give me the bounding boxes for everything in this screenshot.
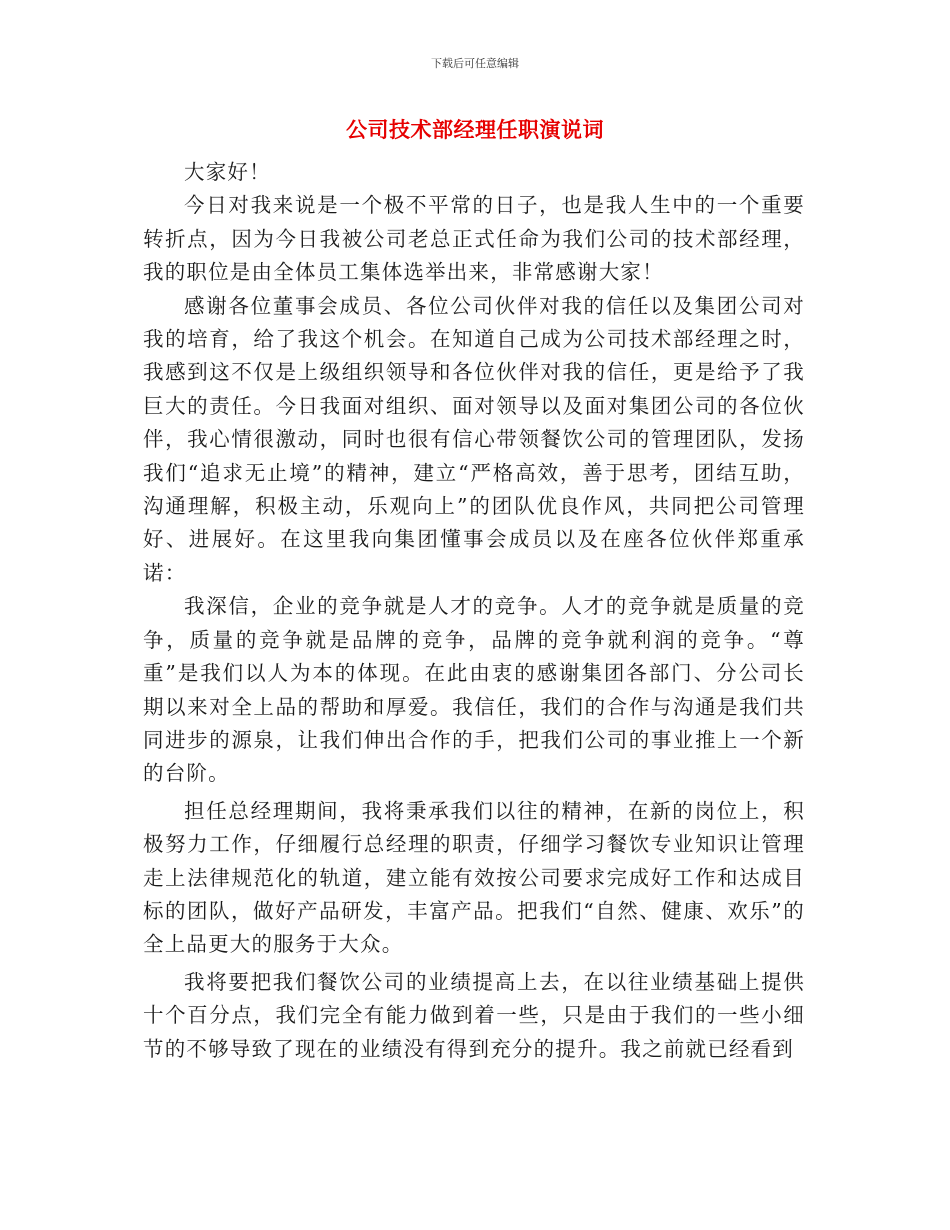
paragraph: 我将要把我们餐饮公司的业绩提高上去，在以往业绩基础上提供十个百分点，我们完全有能力做到着一些，只是由于我们的一些小细节的不够导致了现在的业绩没有得到充分的提升。我之前就已经看到 <box>143 969 805 1061</box>
document-title: 公司技术部经理任职演说词 <box>346 118 604 142</box>
header-note: 下载后可任意编辑 <box>431 57 519 70</box>
paragraph: 担任总经理期间，我将秉承我们以往的精神，在新的岗位上，积极努力工作，仔细履行总经理的职责，仔细学习餐饮专业知识让管理走上法律规范化的轨道，建立能有效按公司要求完成好工作和达成目标的团队，做好产品研发，丰富产品。把我们“自然、健康、欢乐”的全上品更大的服务于大众。 <box>143 798 805 957</box>
paragraph: 今日对我来说是一个极不平常的日子，也是我人生中的一个重要转折点，因为今日我被公司老总正式任命为我们公司的技术部经理，我的职位是由全体员工集体选举出来，非常感谢大家！ <box>143 193 805 285</box>
paragraph: 感谢各位董事会成员、各位公司伙伴对我的信任以及集团公司对我的培育，给了我这个机会。在知道自己成为公司技术部经理之时，我感到这不仅是上级组织领导和各位伙伴对我的信任，更是给予了我巨大的责任。今日我面对组织、面对领导以及面对集团公司的各位伙伴，我心情很激动，同时也很有信心带领餐饮公司的管理团队，发扬我们“追求无止境”的精神，建立“严格高效，善于思考，团结互助，沟通理解，积极主动，乐观向上”的团队优良作风，共同把公司管理好、进展好。在这里我向集团懂事会成员以及在座各位伙伴郑重承诺： <box>143 293 805 585</box>
paragraph-greeting: 大家好！ <box>184 160 271 184</box>
document-body <box>143 156 805 1066</box>
paragraph: 我深信，企业的竞争就是人才的竞争。人才的竞争就是质量的竞争，质量的竞争就是品牌的竞争，品牌的竞争就利润的竞争。“尊重”是我们以人为本的体现。在此由衷的感谢集团各部门、分公司长期以来对全上品的帮助和厚爱。我信任，我们的合作与沟通是我们共同进步的源泉，让我们伸出合作的手，把我们公司的事业推上一个新的台阶。 <box>143 594 805 786</box>
